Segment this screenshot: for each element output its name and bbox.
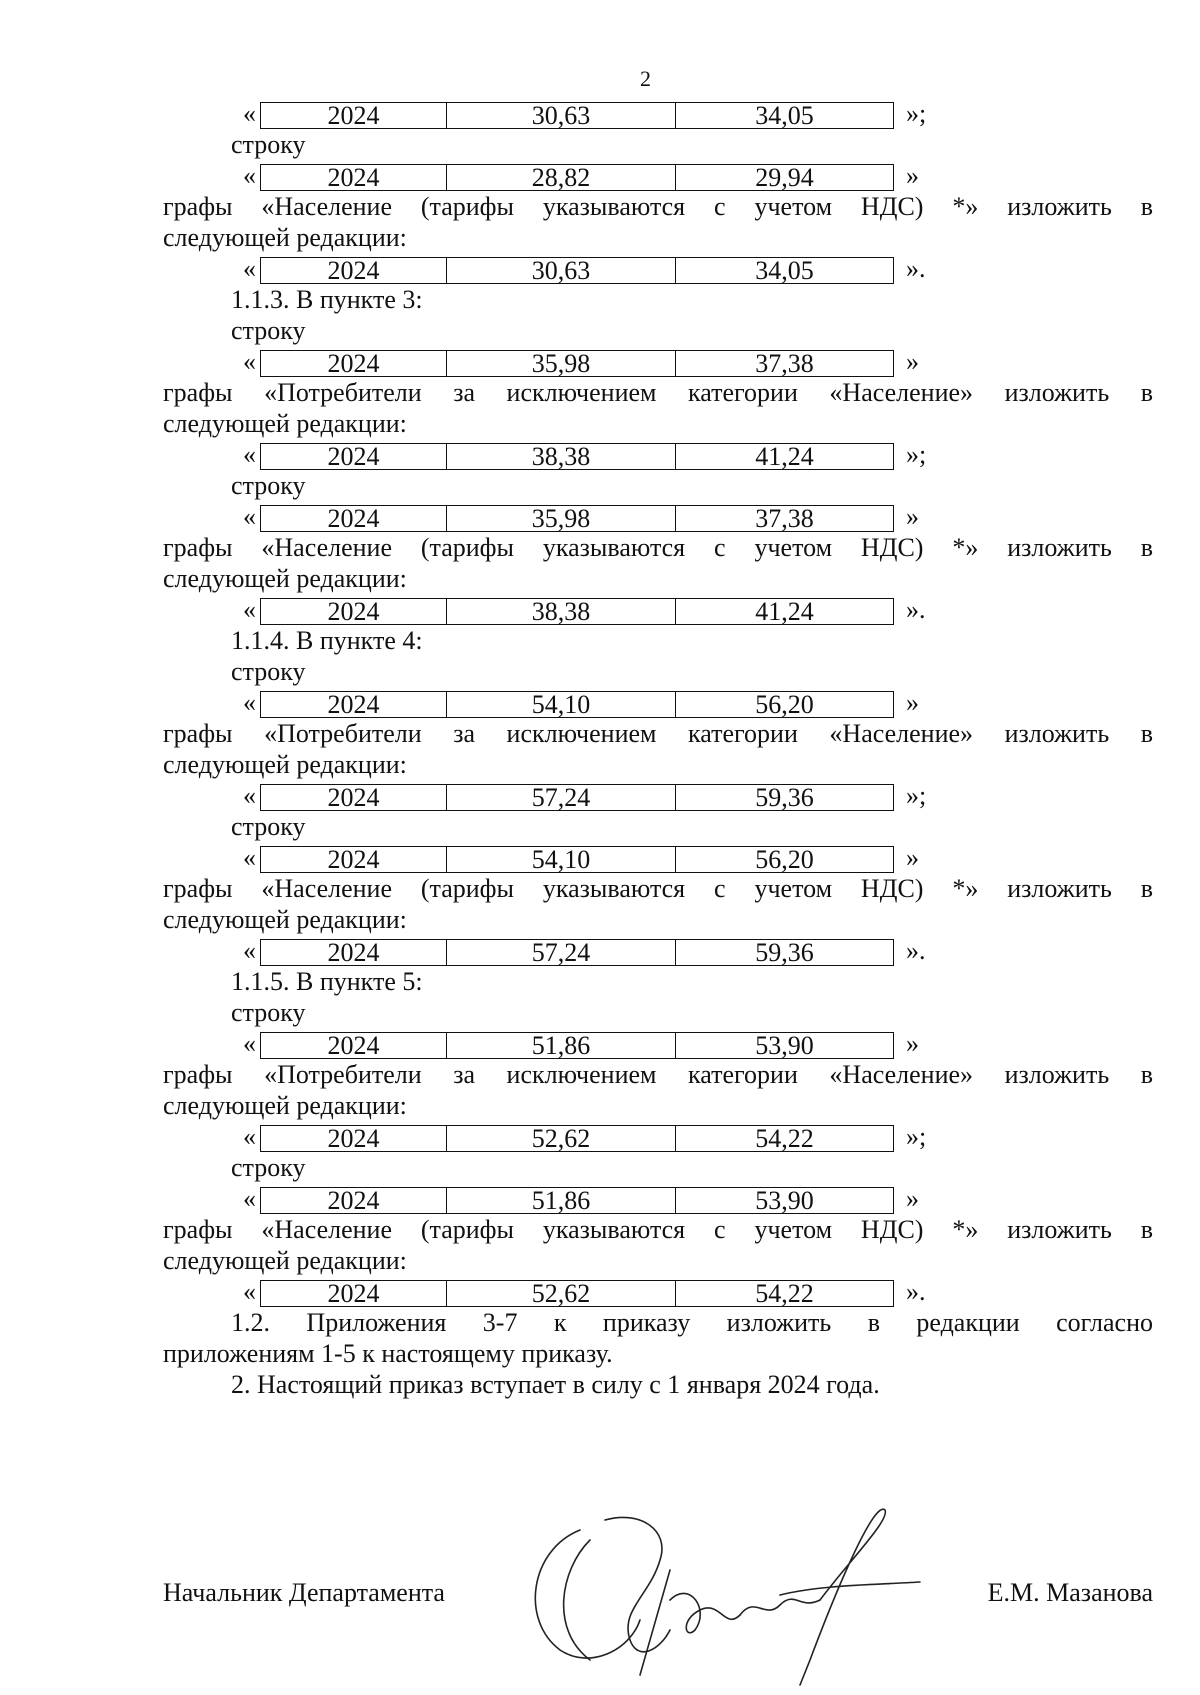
text-line: строку (231, 1153, 306, 1182)
closing-quote: ». (906, 1277, 926, 1306)
closing-quote: » (906, 502, 919, 531)
opening-quote: « (243, 781, 256, 810)
table-cell: 53,90 (755, 1186, 814, 1215)
table-cell: 30,63 (447, 258, 676, 283)
table-cell: 57,24 (447, 785, 676, 810)
table-cell: 56,20 (755, 690, 814, 719)
tariff-table (260, 102, 894, 129)
text-line: следующей редакции: (163, 905, 407, 934)
closing-quote: »; (906, 781, 927, 810)
text-line: 1.1.3. В пункте 3: (231, 285, 423, 314)
tariff-table (260, 784, 894, 811)
tariff-row (163, 594, 1153, 625)
signature-line (163, 1576, 1153, 1610)
tariff-row (163, 501, 1153, 532)
opening-quote: « (243, 347, 256, 376)
table-cell: 2024 (261, 1126, 447, 1151)
tariff-row (163, 1276, 1153, 1307)
text-line: графы «Потребители за исключением категории «Население» изложить в (163, 1060, 1153, 1089)
signatory-position: Начальник Департамента (163, 1578, 445, 1607)
table-cell: 30,63 (447, 103, 676, 128)
document-body (163, 98, 1153, 1400)
table-cell: 51,86 (447, 1033, 676, 1058)
closing-quote: » (906, 843, 919, 872)
table-cell: 2024 (261, 1188, 447, 1213)
tariff-row (163, 1028, 1153, 1059)
text-line: следующей редакции: (163, 1091, 407, 1120)
closing-quote: » (906, 688, 919, 717)
table-cell: 28,82 (447, 165, 676, 190)
tariff-table (260, 443, 894, 470)
tariff-row (163, 1183, 1153, 1214)
table-cell: 51,86 (447, 1188, 676, 1213)
table-cell: 57,24 (447, 940, 676, 965)
table-cell: 37,38 (755, 349, 814, 378)
opening-quote: « (243, 595, 256, 624)
table-cell: 37,38 (755, 504, 814, 533)
table-cell: 35,98 (447, 351, 676, 376)
text-line: следующей редакции: (163, 1246, 407, 1275)
table-cell: 2024 (261, 103, 447, 128)
text-line: приложениям 1-5 к настоящему приказу. (163, 1339, 613, 1368)
table-cell: 56,20 (755, 845, 814, 874)
table-cell: 59,36 (755, 938, 814, 967)
opening-quote: « (243, 936, 256, 965)
table-cell: 52,62 (447, 1281, 676, 1306)
signatory-name: Е.М. Мазанова (987, 1578, 1153, 1607)
closing-quote: »; (906, 99, 927, 128)
closing-quote: » (906, 1184, 919, 1213)
table-cell: 2024 (261, 444, 447, 469)
table-cell: 2024 (261, 165, 447, 190)
tariff-row (163, 160, 1153, 191)
opening-quote: « (243, 688, 256, 717)
text-line: следующей редакции: (163, 750, 407, 779)
text-line: графы «Потребители за исключением категории «Население» изложить в (163, 719, 1153, 748)
text-line: 1.2. Приложения 3-7 к приказу изложить в редакции согласно (231, 1308, 1153, 1337)
closing-quote: »; (906, 440, 927, 469)
closing-quote: » (906, 1029, 919, 1058)
table-cell: 41,24 (755, 597, 814, 626)
table-cell: 54,22 (755, 1124, 814, 1153)
table-cell: 2024 (261, 1033, 447, 1058)
closing-quote: ». (906, 254, 926, 283)
opening-quote: « (243, 99, 256, 128)
tariff-table (260, 505, 894, 532)
tariff-table (260, 939, 894, 966)
tariff-row (163, 842, 1153, 873)
tariff-table (260, 1187, 894, 1214)
table-cell: 38,38 (447, 444, 676, 469)
closing-quote: » (906, 347, 919, 376)
text-line: графы «Население (тарифы указываются с учетом НДС) *» изложить в (163, 192, 1153, 221)
table-cell: 2024 (261, 599, 447, 624)
tariff-table (260, 1280, 894, 1307)
tariff-row (163, 439, 1153, 470)
text-line: графы «Потребители за исключением категории «Население» изложить в (163, 378, 1153, 407)
table-cell: 2024 (261, 692, 447, 717)
table-cell: 59,36 (755, 783, 814, 812)
table-cell: 2024 (261, 940, 447, 965)
closing-quote: »; (906, 1122, 927, 1151)
text-line: строку (231, 657, 306, 686)
text-line: строку (231, 998, 306, 1027)
tariff-table (260, 1125, 894, 1152)
table-cell: 53,90 (755, 1031, 814, 1060)
text-line: 1.1.4. В пункте 4: (231, 626, 423, 655)
tariff-row (163, 253, 1153, 284)
opening-quote: « (243, 502, 256, 531)
text-line: графы «Население (тарифы указываются с учетом НДС) *» изложить в (163, 874, 1153, 903)
tariff-row (163, 1121, 1153, 1152)
text-line: 1.1.5. В пункте 5: (231, 967, 423, 996)
closing-quote: ». (906, 936, 926, 965)
opening-quote: « (243, 1029, 256, 1058)
table-cell: 2024 (261, 785, 447, 810)
table-cell: 41,24 (755, 442, 814, 471)
tariff-row (163, 935, 1153, 966)
opening-quote: « (243, 1122, 256, 1151)
text-line: графы «Население (тарифы указываются с учетом НДС) *» изложить в (163, 1215, 1153, 1244)
text-line: строку (231, 130, 306, 159)
text-line: строку (231, 471, 306, 500)
tariff-table (260, 164, 894, 191)
tariff-row (163, 98, 1153, 129)
page-number: 2 (640, 66, 651, 91)
opening-quote: « (243, 843, 256, 872)
tariff-table (260, 1032, 894, 1059)
table-cell: 2024 (261, 258, 447, 283)
table-cell: 2024 (261, 351, 447, 376)
tariff-table (260, 846, 894, 873)
table-cell: 34,05 (755, 256, 814, 285)
table-cell: 54,22 (755, 1279, 814, 1308)
text-line: следующей редакции: (163, 409, 407, 438)
opening-quote: « (243, 1184, 256, 1213)
text-line: строку (231, 812, 306, 841)
table-cell: 2024 (261, 506, 447, 531)
opening-quote: « (243, 161, 256, 190)
text-line: графы «Население (тарифы указываются с учетом НДС) *» изложить в (163, 533, 1153, 562)
table-cell: 2024 (261, 1281, 447, 1306)
tariff-row (163, 780, 1153, 811)
tariff-table (260, 257, 894, 284)
text-line: 2. Настоящий приказ вступает в силу с 1 января 2024 года. (231, 1370, 880, 1399)
tariff-row (163, 346, 1153, 377)
tariff-table (260, 350, 894, 377)
table-cell: 34,05 (755, 101, 814, 130)
table-cell: 2024 (261, 847, 447, 872)
table-cell: 38,38 (447, 599, 676, 624)
table-cell: 29,94 (755, 163, 814, 192)
text-line: следующей редакции: (163, 223, 407, 252)
text-line: строку (231, 316, 306, 345)
opening-quote: « (243, 254, 256, 283)
tariff-table (260, 598, 894, 625)
closing-quote: ». (906, 595, 926, 624)
table-cell: 54,10 (447, 847, 676, 872)
closing-quote: » (906, 161, 919, 190)
tariff-row (163, 687, 1153, 718)
table-cell: 52,62 (447, 1126, 676, 1151)
text-line: следующей редакции: (163, 564, 407, 593)
opening-quote: « (243, 1277, 256, 1306)
opening-quote: « (243, 440, 256, 469)
tariff-table (260, 691, 894, 718)
table-cell: 35,98 (447, 506, 676, 531)
table-cell: 54,10 (447, 692, 676, 717)
